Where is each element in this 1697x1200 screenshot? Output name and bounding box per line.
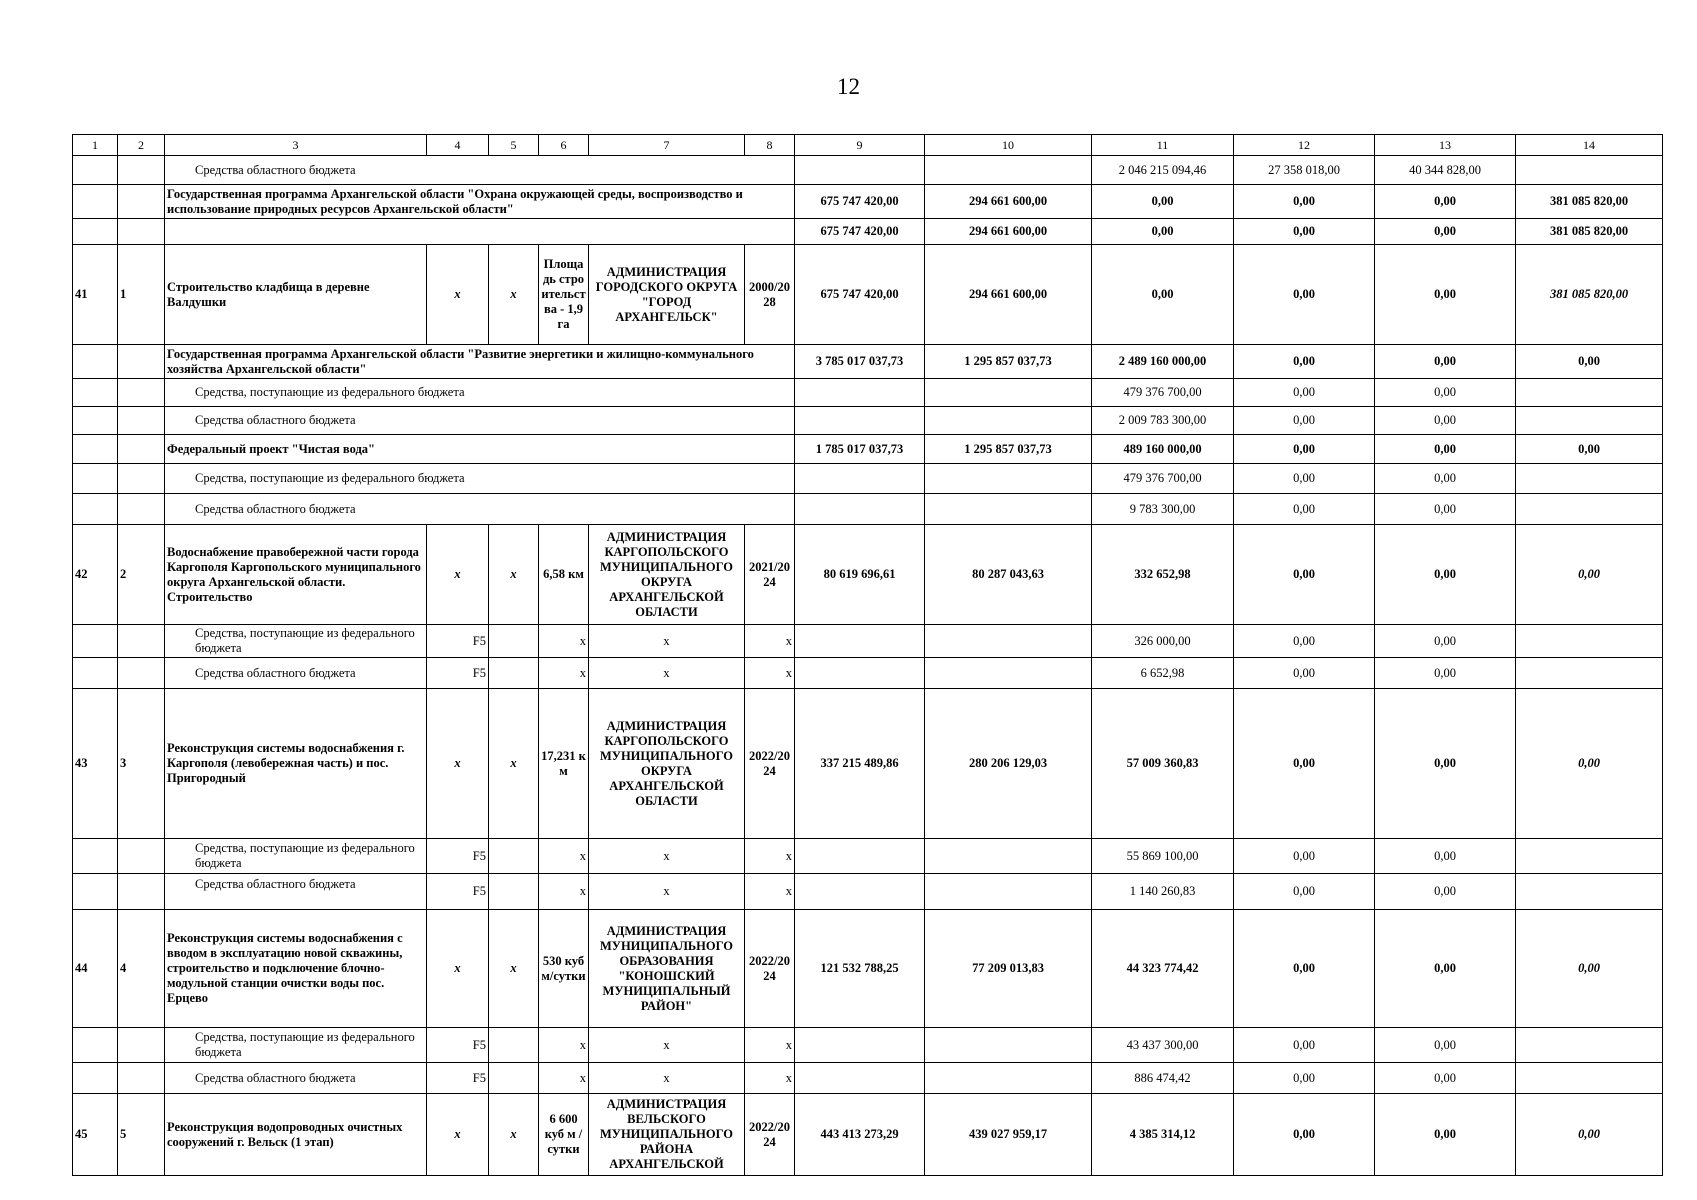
cell-value: 4 385 314,12 bbox=[1092, 1094, 1234, 1176]
cell-value: 80 287 043,63 bbox=[925, 525, 1092, 625]
table-row bbox=[73, 219, 1663, 245]
table-row bbox=[73, 1063, 1663, 1094]
cell-value: 2 046 215 094,46 bbox=[1092, 156, 1234, 185]
cell-value: 0,00 bbox=[1375, 1028, 1516, 1063]
cell-value: 326 000,00 bbox=[1092, 625, 1234, 658]
col-header: 3 bbox=[165, 135, 427, 156]
cell-value: 0,00 bbox=[1375, 874, 1516, 910]
cell-value: 2 009 783 300,00 bbox=[1092, 407, 1234, 435]
table-row bbox=[73, 245, 1663, 345]
cell-value: 0,00 bbox=[1516, 910, 1663, 1028]
cell-value: 381 085 820,00 bbox=[1516, 219, 1663, 245]
cell-value: 0,00 bbox=[1234, 1028, 1375, 1063]
table-row bbox=[73, 407, 1663, 435]
table-row bbox=[73, 464, 1663, 494]
cell-value: x bbox=[589, 625, 745, 658]
col-header: 5 bbox=[489, 135, 539, 156]
cell-value: 1 295 857 037,73 bbox=[925, 435, 1092, 464]
period: 2021/2024 bbox=[745, 525, 795, 625]
cell-value: F5 bbox=[427, 1063, 489, 1094]
cell-value: 0,00 bbox=[1516, 689, 1663, 839]
table-row bbox=[73, 435, 1663, 464]
table-row bbox=[73, 625, 1663, 658]
row-label: Средства областного бюджета bbox=[165, 874, 427, 910]
table-row bbox=[73, 494, 1663, 525]
cell-value: 121 532 788,25 bbox=[795, 910, 925, 1028]
cell-value: 0,00 bbox=[1234, 910, 1375, 1028]
cell-value: 675 747 420,00 bbox=[795, 245, 925, 345]
cell-value: x bbox=[427, 525, 489, 625]
cell-value: x bbox=[589, 1028, 745, 1063]
cell-value: 0,00 bbox=[1234, 689, 1375, 839]
table-row bbox=[73, 156, 1663, 185]
cell-value: F5 bbox=[427, 874, 489, 910]
cell-value: x bbox=[489, 1094, 539, 1176]
row-label: Средства, поступающие из федерального бюджета bbox=[165, 625, 427, 658]
cell-value: x bbox=[745, 874, 795, 910]
row-label: Средства, поступающие из федерального бюджета bbox=[165, 1028, 427, 1063]
program-title: Государственная программа Архангельской области "Охрана окружающей среды, воспроизводство и использование природных ресурсов Архангельской области" bbox=[165, 185, 795, 219]
table-row bbox=[73, 525, 1663, 625]
object-name: Водоснабжение правобережной части города Каргополя Каргопольского муниципального округа Архангельской области. Строительство bbox=[165, 525, 427, 625]
program-title: Государственная программа Архангельской области "Развитие энергетики и жилищно-коммунального хозяйства Архангельской области" bbox=[165, 345, 795, 379]
cell-value: x bbox=[427, 1094, 489, 1176]
table-row bbox=[73, 910, 1663, 1028]
cell-value: 0,00 bbox=[1092, 245, 1234, 345]
administrator: АДМИНИСТРАЦИЯ КАРГОПОЛЬСКОГО МУНИЦИПАЛЬНОГО ОКРУГА АРХАНГЕЛЬСКОЙ ОБЛАСТИ bbox=[589, 689, 745, 839]
cell-value: 381 085 820,00 bbox=[1516, 185, 1663, 219]
cell-value: 0,00 bbox=[1234, 407, 1375, 435]
cell-value: x bbox=[589, 874, 745, 910]
cell-value: 77 209 013,83 bbox=[925, 910, 1092, 1028]
cell-value: 0,00 bbox=[1375, 658, 1516, 689]
administrator: АДМИНИСТРАЦИЯ ГОРОДСКОГО ОКРУГА "ГОРОД АРХАНГЕЛЬСК" bbox=[589, 245, 745, 345]
cell-value: 0,00 bbox=[1234, 464, 1375, 494]
row-number: 41 bbox=[73, 245, 118, 345]
cell-value: x bbox=[489, 689, 539, 839]
cell-value: 479 376 700,00 bbox=[1092, 464, 1234, 494]
col-header: 10 bbox=[925, 135, 1092, 156]
table-row bbox=[73, 658, 1663, 689]
row-number: 42 bbox=[73, 525, 118, 625]
col-header: 12 bbox=[1234, 135, 1375, 156]
period: 2022/2024 bbox=[745, 689, 795, 839]
cell-value: 0,00 bbox=[1375, 494, 1516, 525]
cell-value: 479 376 700,00 bbox=[1092, 379, 1234, 407]
table-row bbox=[73, 1094, 1663, 1176]
row-label: Средства областного бюджета bbox=[165, 658, 427, 689]
row-subnumber: 1 bbox=[118, 245, 165, 345]
cell-value: F5 bbox=[427, 1028, 489, 1063]
cell-value: 0,00 bbox=[1234, 874, 1375, 910]
cell-value: x bbox=[745, 1028, 795, 1063]
cell-value: F5 bbox=[427, 839, 489, 874]
cell-value: 332 652,98 bbox=[1092, 525, 1234, 625]
cell-value: 280 206 129,03 bbox=[925, 689, 1092, 839]
project-title: Федеральный проект "Чистая вода" bbox=[165, 435, 795, 464]
row-label: Средства областного бюджета bbox=[165, 407, 795, 435]
capacity: 530 куб м/сутки bbox=[539, 910, 589, 1028]
col-header: 6 bbox=[539, 135, 589, 156]
row-subnumber: 4 bbox=[118, 910, 165, 1028]
cell-value: 0,00 bbox=[1375, 525, 1516, 625]
cell-value: F5 bbox=[427, 658, 489, 689]
col-header: 2 bbox=[118, 135, 165, 156]
cell-value: x bbox=[539, 625, 589, 658]
cell-value: 9 783 300,00 bbox=[1092, 494, 1234, 525]
cell-value: 337 215 489,86 bbox=[795, 689, 925, 839]
col-header: 7 bbox=[589, 135, 745, 156]
table-row bbox=[73, 874, 1663, 910]
col-header: 1 bbox=[73, 135, 118, 156]
cell-value: x bbox=[539, 1028, 589, 1063]
administrator: АДМИНИСТРАЦИЯ КАРГОПОЛЬСКОГО МУНИЦИПАЛЬНОГО ОКРУГА АРХАНГЕЛЬСКОЙ ОБЛАСТИ bbox=[589, 525, 745, 625]
cell-value: 675 747 420,00 bbox=[795, 185, 925, 219]
cell-value: 0,00 bbox=[1234, 379, 1375, 407]
row-label: Средства областного бюджета bbox=[165, 156, 795, 185]
cell-value: 0,00 bbox=[1375, 839, 1516, 874]
cell-value: 0,00 bbox=[1234, 1094, 1375, 1176]
cell-value: x bbox=[539, 874, 589, 910]
cell-value: 0,00 bbox=[1234, 435, 1375, 464]
cell-value: 675 747 420,00 bbox=[795, 219, 925, 245]
cell-value: x bbox=[589, 839, 745, 874]
cell-value: 3 785 017 037,73 bbox=[795, 345, 925, 379]
cell-value: 6 652,98 bbox=[1092, 658, 1234, 689]
cell-value: 0,00 bbox=[1516, 345, 1663, 379]
budget-table bbox=[72, 134, 1663, 1176]
cell-value: 40 344 828,00 bbox=[1375, 156, 1516, 185]
cell-value: 0,00 bbox=[1375, 185, 1516, 219]
cell-value: 27 358 018,00 bbox=[1234, 156, 1375, 185]
cell-value: 439 027 959,17 bbox=[925, 1094, 1092, 1176]
cell-value: x bbox=[427, 689, 489, 839]
cell-value: 1 295 857 037,73 bbox=[925, 345, 1092, 379]
cell-value: 489 160 000,00 bbox=[1092, 435, 1234, 464]
cell-value: 80 619 696,61 bbox=[795, 525, 925, 625]
row-number: 44 bbox=[73, 910, 118, 1028]
cell-value: 0,00 bbox=[1375, 625, 1516, 658]
cell-value: 0,00 bbox=[1234, 345, 1375, 379]
cell-value: F5 bbox=[427, 625, 489, 658]
cell-value: x bbox=[539, 1063, 589, 1094]
object-name: Строительство кладбища в деревне Валдушки bbox=[165, 245, 427, 345]
cell-value: 1 785 017 037,73 bbox=[795, 435, 925, 464]
row-label: Средства, поступающие из федерального бюджета bbox=[165, 379, 795, 407]
col-header: 14 bbox=[1516, 135, 1663, 156]
capacity: 17,231 км bbox=[539, 689, 589, 839]
administrator: АДМИНИСТРАЦИЯ ВЕЛЬСКОГО МУНИЦИПАЛЬНОГО РАЙОНА АРХАНГЕЛЬСКОЙ bbox=[589, 1094, 745, 1176]
cell-value: 0,00 bbox=[1375, 1094, 1516, 1176]
capacity: 6,58 км bbox=[539, 525, 589, 625]
cell-value: x bbox=[745, 625, 795, 658]
cell-value: 0,00 bbox=[1092, 185, 1234, 219]
cell-value: x bbox=[589, 658, 745, 689]
period: 2022/2024 bbox=[745, 1094, 795, 1176]
cell-value: 44 323 774,42 bbox=[1092, 910, 1234, 1028]
object-name: Реконструкция водопроводных очистных сооружений г. Вельск (1 этап) bbox=[165, 1094, 427, 1176]
cell-value: 294 661 600,00 bbox=[925, 185, 1092, 219]
cell-value: 0,00 bbox=[1234, 245, 1375, 345]
cell-value: x bbox=[745, 1063, 795, 1094]
period: 2022/2024 bbox=[745, 910, 795, 1028]
row-subnumber: 2 bbox=[118, 525, 165, 625]
cell-value: x bbox=[589, 1063, 745, 1094]
col-header: 8 bbox=[745, 135, 795, 156]
cell-value: 0,00 bbox=[1234, 185, 1375, 219]
period: 2000/2028 bbox=[745, 245, 795, 345]
administrator: АДМИНИСТРАЦИЯ МУНИЦИПАЛЬНОГО ОБРАЗОВАНИЯ "КОНОШСКИЙ МУНИЦИПАЛЬНЫЙ РАЙОН" bbox=[589, 910, 745, 1028]
table-row bbox=[73, 839, 1663, 874]
cell-value: 0,00 bbox=[1375, 689, 1516, 839]
cell-value: x bbox=[745, 839, 795, 874]
cell-value: 0,00 bbox=[1516, 525, 1663, 625]
col-header: 11 bbox=[1092, 135, 1234, 156]
table-row bbox=[73, 379, 1663, 407]
cell-value: 0,00 bbox=[1375, 379, 1516, 407]
cell-value: 1 140 260,83 bbox=[1092, 874, 1234, 910]
row-subnumber: 3 bbox=[118, 689, 165, 839]
capacity: Площадь строительства - 1,9 га bbox=[539, 245, 589, 345]
row-label: Средства областного бюджета bbox=[165, 494, 795, 525]
cell-value: x bbox=[489, 910, 539, 1028]
cell-value: 294 661 600,00 bbox=[925, 245, 1092, 345]
col-header: 4 bbox=[427, 135, 489, 156]
cell-value: 43 437 300,00 bbox=[1092, 1028, 1234, 1063]
table-row bbox=[73, 185, 1663, 219]
cell-value: 0,00 bbox=[1516, 1094, 1663, 1176]
table-row bbox=[73, 345, 1663, 379]
cell-value: 0,00 bbox=[1234, 1063, 1375, 1094]
cell-value: x bbox=[539, 658, 589, 689]
cell-value: 443 413 273,29 bbox=[795, 1094, 925, 1176]
cell-value: 0,00 bbox=[1375, 345, 1516, 379]
cell-value: 0,00 bbox=[1234, 219, 1375, 245]
row-label: Средства, поступающие из федерального бюджета bbox=[165, 464, 795, 494]
cell-value: 2 489 160 000,00 bbox=[1092, 345, 1234, 379]
row-number: 43 bbox=[73, 689, 118, 839]
col-header: 9 bbox=[795, 135, 925, 156]
row-subnumber: 5 bbox=[118, 1094, 165, 1176]
table-row bbox=[73, 1028, 1663, 1063]
cell-value: 0,00 bbox=[1234, 658, 1375, 689]
table-row bbox=[73, 689, 1663, 839]
cell-value: x bbox=[745, 658, 795, 689]
row-label: Средства, поступающие из федерального бюджета bbox=[165, 839, 427, 874]
capacity: 6 600 куб м / сутки bbox=[539, 1094, 589, 1176]
cell-value: 0,00 bbox=[1375, 219, 1516, 245]
cell-value: 0,00 bbox=[1375, 407, 1516, 435]
cell-value: 0,00 bbox=[1375, 1063, 1516, 1094]
table-header-row bbox=[73, 135, 1663, 156]
object-name: Реконструкция системы водоснабжения с вводом в эксплуатацию новой скважины, строительство и подключение блочно-модульной станции очистки воды пос. Ерцево bbox=[165, 910, 427, 1028]
object-name: Реконструкция системы водоснабжения г. Каргополя (левобережная часть) и пос. Пригородный bbox=[165, 689, 427, 839]
cell-value: 0,00 bbox=[1375, 464, 1516, 494]
cell-value: 0,00 bbox=[1234, 625, 1375, 658]
cell-value: 0,00 bbox=[1234, 494, 1375, 525]
cell-value: x bbox=[489, 245, 539, 345]
cell-value: 0,00 bbox=[1375, 435, 1516, 464]
cell-value: x bbox=[427, 910, 489, 1028]
cell-value: x bbox=[539, 839, 589, 874]
cell-value: 0,00 bbox=[1375, 910, 1516, 1028]
cell-value: x bbox=[489, 525, 539, 625]
cell-value: x bbox=[427, 245, 489, 345]
cell-value: 0,00 bbox=[1234, 525, 1375, 625]
cell-value: 0,00 bbox=[1375, 245, 1516, 345]
cell-value: 0,00 bbox=[1234, 839, 1375, 874]
cell-value: 886 474,42 bbox=[1092, 1063, 1234, 1094]
cell-value: 57 009 360,83 bbox=[1092, 689, 1234, 839]
cell-value: 294 661 600,00 bbox=[925, 219, 1092, 245]
cell-value: 381 085 820,00 bbox=[1516, 245, 1663, 345]
cell-value: 0,00 bbox=[1092, 219, 1234, 245]
col-header: 13 bbox=[1375, 135, 1516, 156]
cell-value: 0,00 bbox=[1516, 435, 1663, 464]
row-number: 45 bbox=[73, 1094, 118, 1176]
row-label: Средства областного бюджета bbox=[165, 1063, 427, 1094]
page-number: 12 bbox=[837, 74, 860, 99]
cell-value: 55 869 100,00 bbox=[1092, 839, 1234, 874]
